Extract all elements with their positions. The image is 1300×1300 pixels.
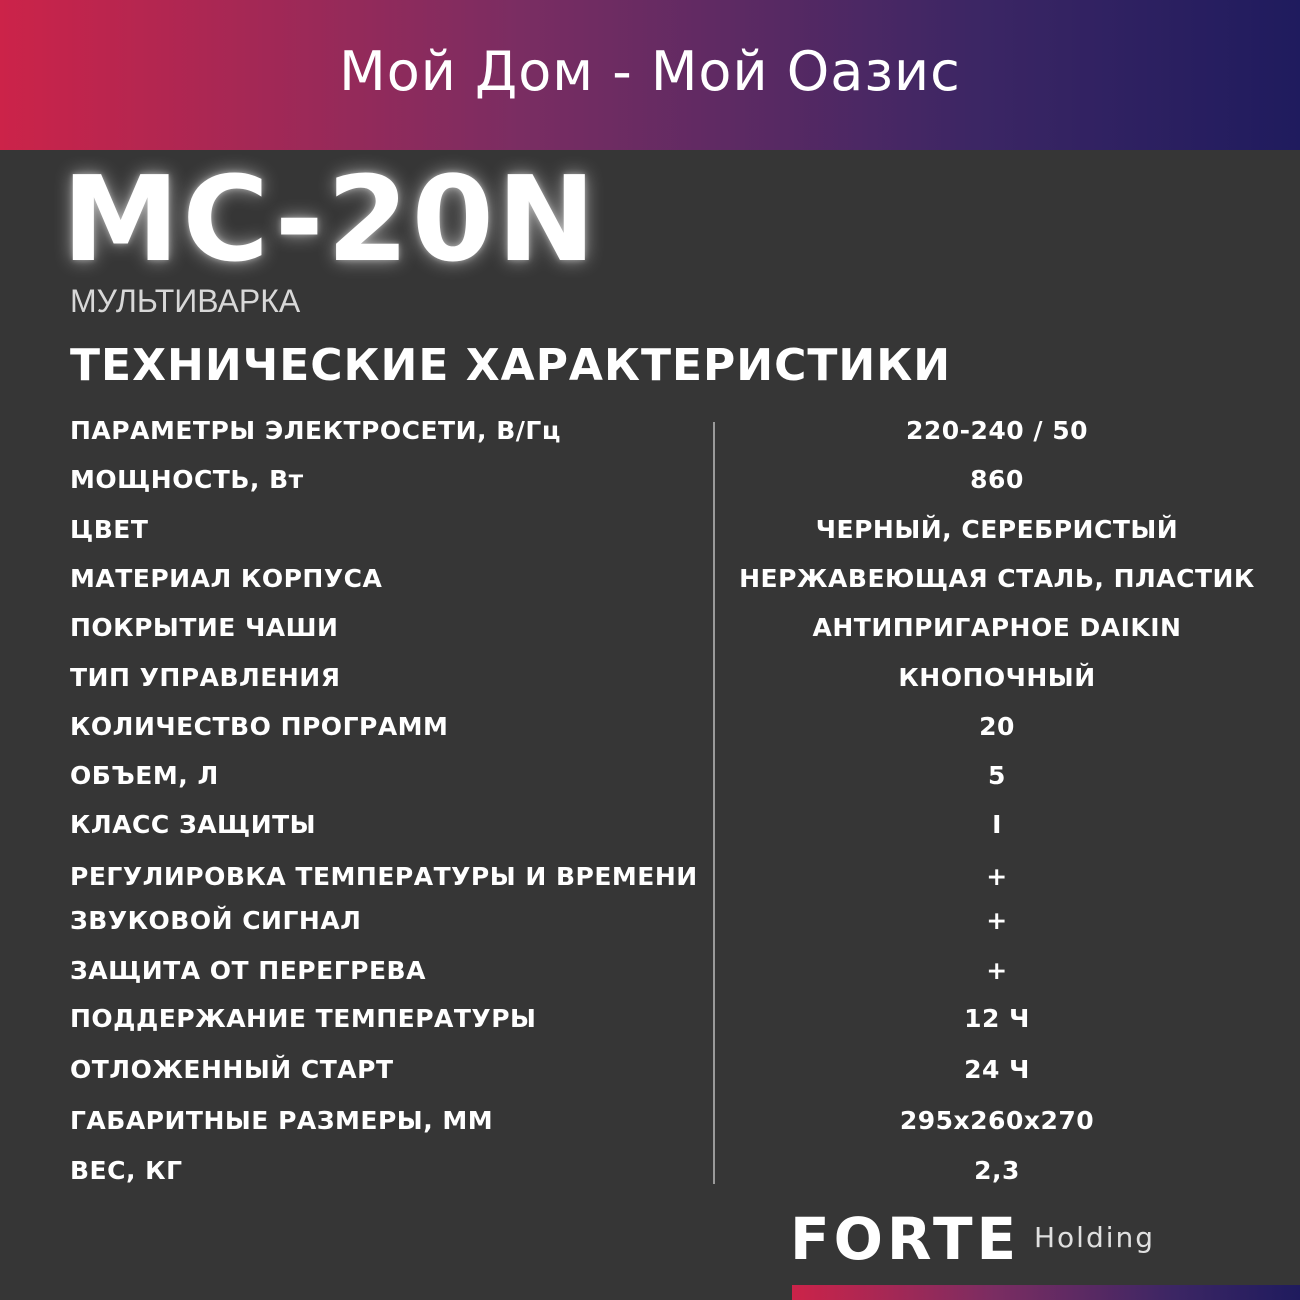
spec-value: 24 Ч xyxy=(964,1055,1030,1084)
spec-label: ВЕС, КГ xyxy=(70,1156,183,1185)
brand-suffix: Holding xyxy=(1034,1221,1156,1254)
spec-value: АНТИПРИГАРНОЕ DAIKIN xyxy=(812,613,1182,642)
spec-value: 12 Ч xyxy=(964,1004,1030,1033)
spec-label: МОЩНОСТЬ, Вт xyxy=(70,465,304,494)
spec-row xyxy=(0,906,1300,946)
spec-label: ОТЛОЖЕННЫЙ СТАРТ xyxy=(70,1055,394,1084)
spec-value: + xyxy=(986,956,1008,985)
spec-row xyxy=(0,810,1300,850)
spec-label: ТИП УПРАВЛЕНИЯ xyxy=(70,663,341,692)
spec-value: + xyxy=(986,906,1008,935)
spec-row xyxy=(0,515,1300,555)
spec-value: 20 xyxy=(979,712,1015,741)
spec-label: КОЛИЧЕСТВО ПРОГРАММ xyxy=(70,712,449,741)
spec-row xyxy=(0,613,1300,653)
spec-value: 2,3 xyxy=(974,1156,1020,1185)
spec-row xyxy=(0,956,1300,996)
product-category: МУЛЬТИВАРКА xyxy=(70,283,301,319)
bottom-gradient-bar xyxy=(792,1285,1300,1300)
spec-row xyxy=(0,862,1300,902)
spec-label: ЦВЕТ xyxy=(70,515,149,544)
spec-value: НЕРЖАВЕЮЩАЯ СТАЛЬ, ПЛАСТИК xyxy=(739,564,1255,593)
spec-row xyxy=(0,712,1300,752)
spec-label: КЛАСС ЗАЩИТЫ xyxy=(70,810,317,839)
spec-value: I xyxy=(992,810,1002,839)
spec-row xyxy=(0,564,1300,604)
spec-row xyxy=(0,1004,1300,1044)
spec-value: 5 xyxy=(988,761,1006,790)
spec-value: 295х260х270 xyxy=(899,1106,1095,1135)
spec-label: ОБЪЕМ, Л xyxy=(70,761,219,790)
specs-title: ТЕХНИЧЕСКИЕ ХАРАКТЕРИСТИКИ xyxy=(70,340,952,391)
model-name: MC-20N xyxy=(62,150,599,288)
spec-label: ГАБАРИТНЫЕ РАЗМЕРЫ, ММ xyxy=(70,1106,494,1135)
spec-value: + xyxy=(986,862,1008,891)
spec-value: 860 xyxy=(970,465,1024,494)
spec-row xyxy=(0,663,1300,703)
brand-name: FORTE xyxy=(790,1205,1021,1273)
spec-value: КНОПОЧНЫЙ xyxy=(898,663,1096,692)
spec-label: МАТЕРИАЛ КОРПУСА xyxy=(70,564,383,593)
spec-label: ПАРАМЕТРЫ ЭЛЕКТРОСЕТИ, В/Гц xyxy=(70,416,561,445)
header-banner xyxy=(0,0,1300,150)
spec-label: ПОДДЕРЖАНИЕ ТЕМПЕРАТУРЫ xyxy=(70,1004,537,1033)
spec-value: ЧЕРНЫЙ, СЕРЕБРИСТЫЙ xyxy=(815,515,1179,544)
spec-row xyxy=(0,465,1300,505)
spec-row xyxy=(0,1106,1300,1146)
spec-label: РЕГУЛИРОВКА ТЕМПЕРАТУРЫ И ВРЕМЕНИ xyxy=(70,862,698,891)
spec-value: 220-240 / 50 xyxy=(905,416,1089,445)
spec-label: ЗВУКОВОЙ СИГНАЛ xyxy=(70,906,362,935)
spec-label: ПОКРЫТИЕ ЧАШИ xyxy=(70,613,339,642)
spec-label: ЗАЩИТА ОТ ПЕРЕГРЕВА xyxy=(70,956,426,985)
spec-row xyxy=(0,761,1300,801)
spec-row xyxy=(0,1055,1300,1095)
slogan: Мой Дом - Мой Оазис xyxy=(339,40,961,103)
spec-row xyxy=(0,1156,1300,1196)
spec-row xyxy=(0,416,1300,456)
